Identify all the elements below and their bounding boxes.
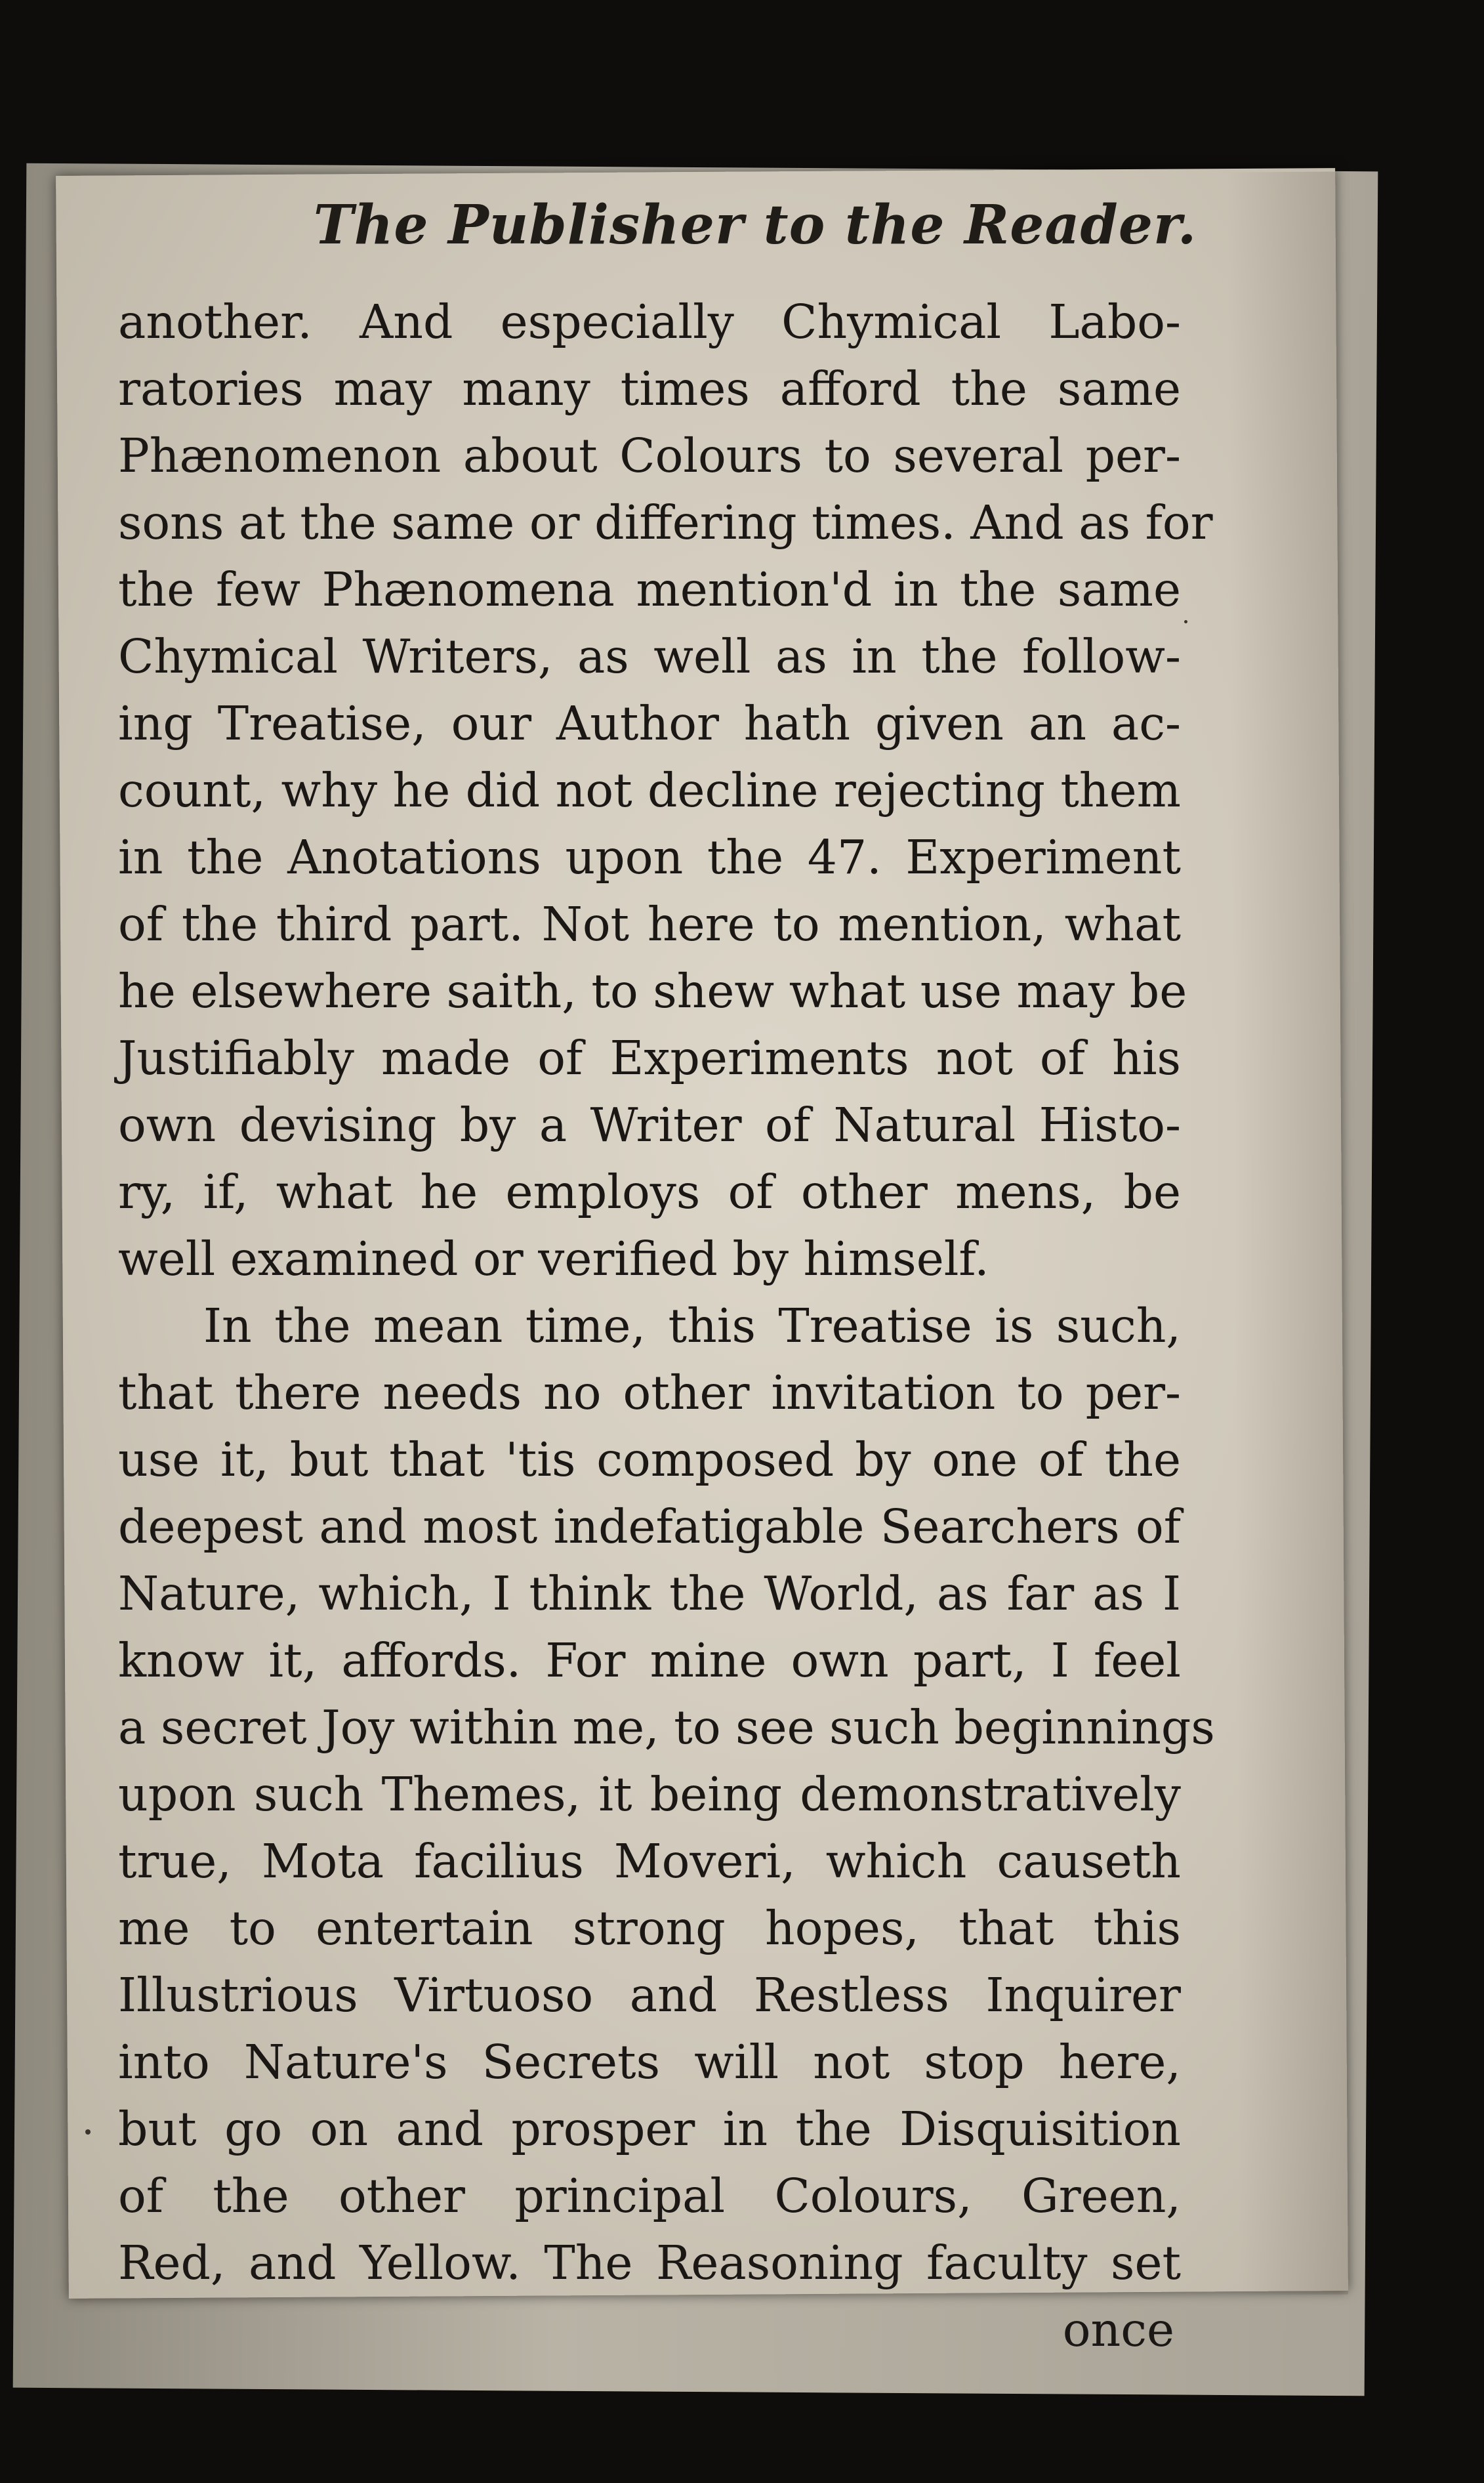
text-line: upon such Themes, it being demonstratively [118, 1767, 1181, 1822]
text-line: in the Anotations upon the 47. Experiment [118, 830, 1181, 885]
text-line: he elsewhere saith, to shew what use may be [118, 964, 1187, 1018]
text-line: ratories may many times afford the same [118, 362, 1181, 416]
text-line: that there needs no other invitation to per- [118, 1366, 1181, 1420]
text-line: but go on and prosper in the Disquisition [118, 2102, 1181, 2156]
page-edge-shadow [1227, 172, 1348, 2295]
ink-speck [85, 2129, 91, 2135]
text-line: ing Treatise, our Author hath given an ac- [118, 696, 1181, 751]
text-line: the few Phænomena mention'd in the same [118, 562, 1181, 617]
ink-speck [1184, 620, 1187, 623]
text-line: use it, but that 'tis composed by one of the [118, 1432, 1181, 1487]
text-line: into Nature's Secrets will not stop here, [118, 2035, 1181, 2089]
text-line: of the third part. Not here to mention, what [118, 897, 1181, 951]
text-line: own devising by a Writer of Natural Histo- [118, 1098, 1181, 1152]
text-line: Illustrious Virtuoso and Restless Inquirer [118, 1968, 1181, 2022]
text-line: ry, if, what he employs of other mens, be [118, 1165, 1181, 1219]
text-line: of the other principal Colours, Green, [118, 2169, 1181, 2223]
text-line: Phænomenon about Colours to several per- [118, 428, 1181, 483]
text-line: count, why he did not decline rejecting them [118, 763, 1181, 818]
text-line: another. And especially Chymical Labo- [118, 295, 1181, 349]
page-body-text [118, 289, 1215, 2364]
text-line: well examined or verified by himself. [118, 1232, 989, 1286]
text-line: know it, affords. For mine own part, I feel [118, 1633, 1181, 1688]
running-header: The Publisher to the Reader. [313, 194, 1197, 257]
text-line: Chymical Writers, as well as in the follow- [118, 629, 1181, 684]
text-line: true, Mota facilius Moveri, which causeth [118, 1834, 1181, 1888]
text-line: a secret Joy within me, to see such beginnings [118, 1700, 1215, 1755]
text-line: Justifiably made of Experiments not of his [118, 1031, 1181, 1085]
text-line: sons at the same or differing times. And as for [118, 495, 1213, 550]
text-line-paragraph-start: In the mean time, this Treatise is such, [203, 1299, 1181, 1353]
text-line: deepest and most indefatigable Searchers of [118, 1499, 1181, 1554]
text-line: Red, and Yellow. The Reasoning faculty set [118, 2236, 1181, 2290]
text-line: me to entertain strong hopes, that this [118, 1901, 1181, 1955]
text-line: Nature, which, I think the World, as far as I [118, 1566, 1181, 1621]
catchword: once [1062, 2303, 1174, 2357]
